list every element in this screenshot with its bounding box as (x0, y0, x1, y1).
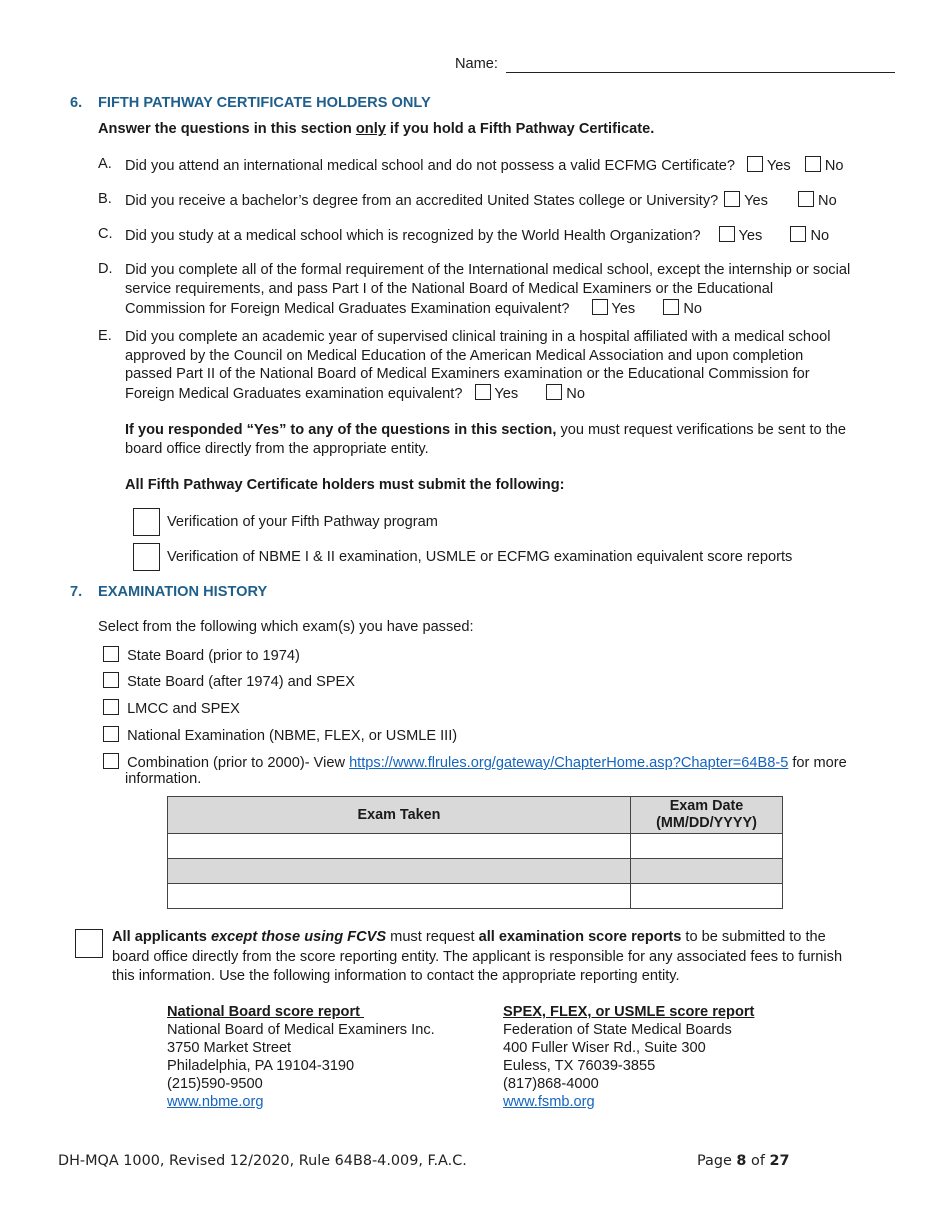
question-e-no-checkbox[interactable] (546, 384, 562, 400)
exam-date-cell[interactable] (631, 884, 783, 909)
question-e-line-3: passed Part II of the National Board of Medical Examiners examination or the Educational Commission for (125, 366, 810, 382)
table-row (168, 859, 783, 884)
p1-bold-2: all examination score reports (478, 929, 682, 945)
question-c-letter: C. (98, 226, 113, 242)
exam-option-row-combination (103, 753, 847, 771)
question-e-yes-label: Yes (494, 385, 519, 402)
exam-taken-cell[interactable] (168, 884, 631, 909)
submit-item-2: Verification of NBME I & II examination, USMLE or ECFMG examination equivalent score reports (167, 549, 793, 565)
question-a-no-label: No (824, 158, 844, 174)
p1-bold-italic: except those using FCVS (210, 929, 387, 945)
question-e-line-4-row (125, 384, 905, 404)
name-label: Name: (455, 56, 498, 72)
exam-option-row (103, 699, 240, 717)
question-c-no-checkbox[interactable] (790, 226, 806, 242)
question-c-no-label: No (810, 228, 830, 244)
question-d-letter: D. (98, 261, 113, 277)
nbme-org: National Board of Medical Examiners Inc. (167, 1022, 435, 1038)
instruction-only: only (355, 121, 386, 137)
question-d-yes-label: Yes (611, 301, 636, 317)
question-b-no-label: No (818, 193, 837, 209)
exam-option-row (103, 646, 300, 664)
question-c-yes-checkbox[interactable] (719, 226, 735, 242)
exam-option-label: LMCC and SPEX (127, 701, 240, 717)
page-label: Page (697, 1153, 737, 1169)
note-bold: If you responded “Yes” to any of the questions in this section, (125, 422, 557, 438)
p1-text-1: must request (386, 929, 479, 945)
exam-option-label: State Board (after 1974) and SPEX (127, 674, 356, 690)
question-d-line-3-row (125, 299, 905, 319)
exam-taken-cell[interactable] (168, 834, 631, 859)
exam-option-checkbox[interactable] (103, 699, 119, 715)
fsmb-street: 400 Fuller Wiser Rd., Suite 300 (503, 1040, 706, 1056)
exam-table-header (168, 797, 783, 834)
question-e-line-4: Foreign Medical Graduates examination equivalent? (125, 385, 463, 402)
p2: board office directly from the score reporting entity. The applicant is responsible for any associated fees to furnish (112, 948, 843, 965)
question-a-row (125, 156, 843, 174)
fsmb-org: Federation of State Medical Boards (503, 1022, 732, 1038)
footer-form-id: DH-MQA 1000, Revised 12/2020, Rule 64B8-4.009, F.A.C. (58, 1153, 467, 1169)
nbme-city: Philadelphia, PA 19104-3190 (167, 1058, 355, 1074)
nbme-link[interactable]: www.nbme.org (167, 1094, 264, 1110)
exam-taken-header: Exam Taken (168, 797, 631, 834)
note-rest-2: board office directly from the appropriate entity. (125, 441, 429, 457)
exam-date-header-line-2: (MM/DD/YYYY) (656, 815, 757, 831)
question-a-letter: A. (98, 156, 112, 172)
p1-text-2: to be submitted to the (681, 929, 826, 945)
p1-bold-1: All applicants (112, 929, 211, 945)
section-6-title: FIFTH PATHWAY CERTIFICATE HOLDERS ONLY (98, 95, 431, 111)
fsmb-link[interactable]: www.fsmb.org (503, 1094, 595, 1110)
nbme-phone: (215)590-9500 (167, 1076, 263, 1092)
question-d-yes-checkbox[interactable] (592, 299, 608, 315)
exam-prompt: Select from the following which exam(s) you have passed: (98, 619, 474, 635)
question-d-line-2: service requirements, and pass Part I of the National Board of Medical Examiners or the Educational (125, 281, 774, 297)
question-c-row (125, 226, 829, 244)
p3: this information. Use the following information to contact the appropriate reporting entity. (112, 968, 680, 984)
table-row (168, 884, 783, 909)
fsmb-phone: (817)868-4000 (503, 1076, 599, 1092)
question-d-text (125, 261, 905, 319)
section-6-instruction (98, 121, 654, 137)
exam-option-checkbox[interactable] (103, 726, 119, 742)
combination-pre: Combination (prior to 2000)- View (127, 755, 350, 771)
fsmb-city: Euless, TX 76039-3855 (503, 1058, 656, 1074)
instruction-pre: Answer the questions in this section (98, 121, 356, 137)
question-e-yes-checkbox[interactable] (475, 384, 491, 400)
question-b-yes-checkbox[interactable] (724, 191, 740, 207)
question-a-yes-label: Yes (766, 158, 791, 174)
exam-date-header-line-1: Exam Date (669, 798, 744, 814)
question-a-no-checkbox[interactable] (805, 156, 821, 172)
fifth-pathway-program-checkbox[interactable] (133, 508, 160, 536)
question-e-letter: E. (98, 328, 112, 344)
question-c-yes-label: Yes (738, 228, 763, 244)
question-b-row (125, 191, 837, 209)
name-field-row (455, 56, 498, 72)
section-7-number: 7. (70, 584, 83, 600)
question-e-no-label: No (566, 385, 585, 402)
score-reports-paragraph (112, 928, 912, 987)
submit-item-1: Verification of your Fifth Pathway program (167, 514, 438, 530)
exam-option-row (103, 672, 355, 690)
exam-table (167, 796, 783, 909)
exam-taken-cell[interactable] (168, 859, 631, 884)
question-d-no-checkbox[interactable] (663, 299, 679, 315)
question-e-line-2: approved by the Council on Medical Education of the American Medical Association and upon completion (125, 347, 804, 364)
footer-page-number (697, 1153, 790, 1169)
combination-line-2: information. (125, 771, 202, 787)
nbme-heading: National Board score report (167, 1004, 365, 1020)
exam-option-checkbox[interactable] (103, 753, 119, 769)
question-d-line-3: Commission for Foreign Medical Graduates Examination equivalent? (125, 301, 570, 317)
exam-option-checkbox[interactable] (103, 646, 119, 662)
section-7-title: EXAMINATION HISTORY (98, 584, 268, 600)
exam-date-cell[interactable] (631, 834, 783, 859)
question-e-text (125, 328, 905, 403)
of-label: of (746, 1153, 770, 1169)
question-c-text: Did you study at a medical school which is recognized by the World Health Organization? (125, 228, 701, 244)
question-a-text: Did you attend an international medical school and do not possess a valid ECFMG Certificate? (125, 158, 736, 174)
question-b-no-checkbox[interactable] (798, 191, 814, 207)
exam-option-label: National Examination (NBME, FLEX, or USMLE III) (127, 728, 458, 744)
table-row (168, 834, 783, 859)
exam-option-row (103, 726, 457, 744)
question-e-line-1: Did you complete an academic year of supervised clinical training in a hospital affiliated with a medical school (125, 329, 831, 345)
section-6-number: 6. (70, 95, 83, 111)
exam-date-cell[interactable] (631, 859, 783, 884)
exam-date-header (631, 797, 783, 834)
nbme-street: 3750 Market Street (167, 1040, 292, 1056)
question-b-yes-label: Yes (744, 193, 768, 209)
nbme-contact (167, 1003, 435, 1111)
question-b-text: Did you receive a bachelor’s degree from an accredited United States college or University? (125, 193, 719, 209)
fsmb-heading: SPEX, FLEX, or USMLE score report (503, 1004, 755, 1020)
combination-post: for more (788, 755, 847, 771)
fsmb-contact (503, 1003, 754, 1111)
note-rest-1: you must request verifications be sent to the (556, 422, 846, 438)
question-d-no-label: No (683, 301, 702, 317)
page-num: 8 (736, 1153, 747, 1169)
question-b-letter: B. (98, 191, 112, 207)
question-a-yes-checkbox[interactable] (747, 156, 763, 172)
score-reports-checkbox[interactable] (75, 929, 103, 958)
exam-option-label: State Board (prior to 1974) (127, 648, 300, 664)
name-input-line[interactable] (506, 72, 895, 73)
submit-heading: All Fifth Pathway Certificate holders must submit the following: (125, 477, 565, 493)
exam-option-checkbox[interactable] (103, 672, 119, 688)
flrules-link[interactable]: https://www.flrules.org/gateway/ChapterHome.asp?Chapter=64B8-5 (349, 755, 789, 771)
instruction-post: if you hold a Fifth Pathway Certificate. (385, 121, 655, 137)
page-total: 27 (769, 1153, 790, 1169)
question-d-line-1: Did you complete all of the formal requirement of the International medical school, except the internship or social (125, 262, 851, 278)
yes-response-note (125, 421, 905, 459)
nbme-verification-checkbox[interactable] (133, 543, 160, 571)
